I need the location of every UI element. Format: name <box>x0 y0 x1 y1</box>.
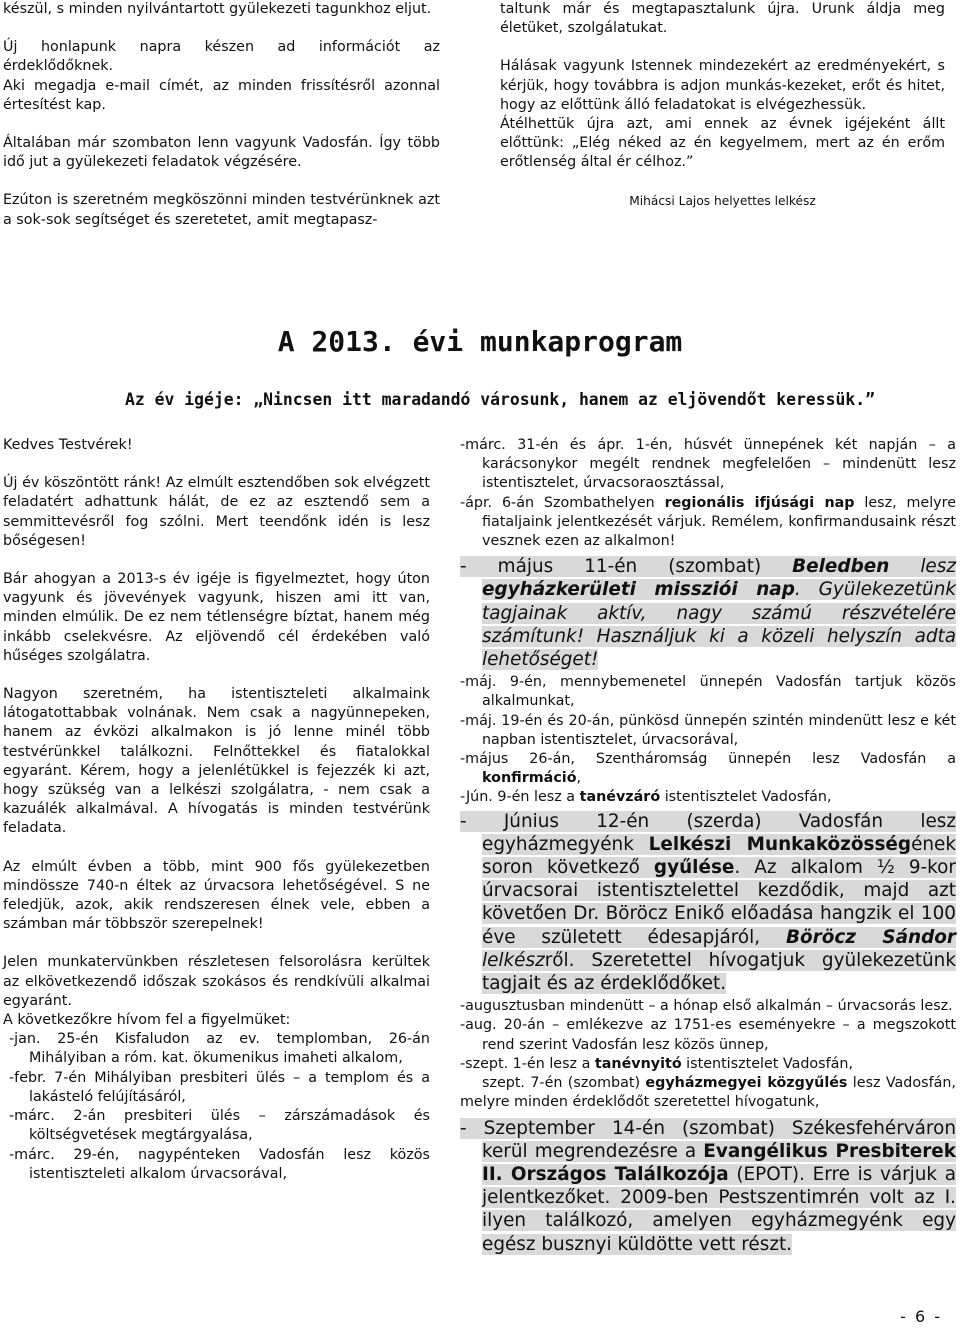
signature: Mihácsi Lajos helyettes lelkész <box>629 193 816 208</box>
list-item-highlighted: - Június 12-én (szerda) Vadosfán lesz egyházmegyénk Lelkészi Munkaközösségének soron következő gyűlése. Az alkalom ½ 9-kor úrvacsorai istentisztelettel kezdődik, majd azt követően Dr. Böröcz Enikő előadása hangzik el 100 éve született édesapjáról, Böröcz Sándor lelkészről. Szeretettel hívogatjuk gyülekezetünk tagjait és az érdeklődőket. <box>460 810 956 995</box>
paragraph: készül, s minden nyilvántartott gyülekezeti tagunkhoz eljut. <box>3 1 432 17</box>
list-item: szept. 7-én (szombat) egyházmegyei közgyűlés lesz Vadosfán, melyre minden érdeklődőt szeretettel hívogatunk, <box>460 1075 956 1111</box>
top-left-column <box>3 0 440 230</box>
paragraph: Jelen munkatervünkben részletesen felsorolásra kerültek az elkövetkezendő időszak szokásos és rendkívüli alkalmai egyaránt. <box>3 954 430 1009</box>
list-item: -május 26-án, Szentháromság ünnepén lesz Vadosfán a konfirmáció, <box>460 751 956 787</box>
list-item: -márc. 31-én és ápr. 1-én, húsvét ünnepének két napján – a karácsonykor megélt rendnek megfelelően – mindenütt lesz istentisztelet, úrvacsoraosztással, <box>460 437 956 492</box>
paragraph: Az elmúlt évben a több, mint 900 fős gyülekezetben mindössze 740-n éltek az úrvacsora lehetőségével. S ne feledjük, azok, akik rendszeresen élnek vele, ebben a számban már többször szerepelnek! <box>3 858 430 933</box>
list-item-highlighted: - Szeptember 14-én (szombat) Székesfehérváron kerül megrendezésre a Evangélikus Presbiterek II. Országos Találkozója (EPOT). Erre is várjuk a jelentkezőket. 2009-ben Pestszentimrén volt az I. ilyen találkozó, amelyen egyházmegyénk egy egész busznyi küldötte vett részt. <box>460 1117 957 1255</box>
paragraph: Hálásak vagyunk Istennek mindezekért az eredményekért, s kérjük, hogy továbbra is adjon munkás-kezeket, erőt és hitet, hogy az előttünk álló feladatokat is elvégezhessük. <box>500 58 945 113</box>
list-item: -máj. 9-én, mennybemenetel ünnepén Vadosfán tartjuk közös alkalmunkat, <box>460 674 956 710</box>
bottom-right-column <box>460 436 956 1256</box>
list-item: -Jún. 9-én lesz a tanévzáró istentisztelet Vadosfán, <box>460 789 832 806</box>
list-item: -febr. 7-én Mihályiban presbiteri ülés – a templom és a lakásteló felújításáról, <box>9 1069 430 1105</box>
list-item: -ápr. 6-án Szombathelyen regionális ifjúsági nap lesz, melyre fiataljaink jelentkezését várjuk. Remélem, konfirmandusaink részt vesznek ezen az alkalmon! <box>460 494 956 550</box>
list-item: -máj. 19-én és 20-án, pünkösd ünnepén szintén mindenütt lesz e két napban istentisztelet, úrvacsorával, <box>460 712 956 748</box>
list-item: -augusztusban mindenütt – a hónap első alkalmán – úrvacsorás lesz. <box>460 998 953 1015</box>
paragraph: taltunk már és megtapasztalunk újra. Urunk áldja meg életüket, szolgálatukat. <box>500 1 945 37</box>
paragraph: Új év köszöntött ránk! Az elmúlt esztendőben sok elvégzett feladatért adhattunk hálát, de ez az esztendő sem a semmittevésről fog szólni. Mert teendőnk idén is lesz bőségesen! <box>3 475 430 549</box>
list-item: -márc. 2-án presbiteri ülés – zárszámadások és költségvetések megtárgyalása, <box>9 1108 430 1144</box>
paragraph: Átélhettük újra azt, ami ennek az évnek igéjeként állt előttünk: „Elég néked az én kegyelmem, mert az én erőm erőtlenség által ér célhoz.” <box>500 116 945 171</box>
paragraph: Ezúton is szeretném megköszönni minden testvérünknek azt a sok-sok segítséget és szeretetet, amit megtapasz- <box>3 192 440 228</box>
paragraph: Aki megadja e-mail címét, az minden frissítésről azonnal értesítést kap. <box>3 77 440 113</box>
list-item: -aug. 20-án – emlékezve az 1751-es eseményekre – a megszokott rend szerint Vadosfán lesz közös ünnep, <box>460 1017 956 1053</box>
list-item: -márc. 29-én, nagypénteken Vadosfán lesz közös istentiszteleti alkalom úrvacsorával, <box>9 1146 430 1182</box>
list-item-highlighted: - május 11-én (szombat) Beledben lesz egyházkerületi missziói nap. Gyülekezetünk tagjainak aktív, nagy számú részvételére számítunk! Használjuk ki a közeli helyszín adta lehetőséget! <box>460 556 956 671</box>
program-title: A 2013. évi munkaprogram <box>277 325 683 358</box>
paragraph: A következőkre hívom fel a figyelmüket: <box>3 1012 291 1029</box>
paragraph: Új honlapunk napra készen ad információt az érdeklődőknek. <box>3 39 440 75</box>
top-right-column <box>500 0 945 211</box>
page-number: - 6 - <box>900 1307 942 1326</box>
paragraph: Általában már szombaton lenn vagyunk Vadosfán. Így több idő jut a gyülekezeti feladatok végzésére. <box>3 135 440 171</box>
greeting: Kedves Testvérek! <box>3 437 133 453</box>
list-item: -jan. 25-én Kisfaludon az ev. templomban, 26-án Mihályiban a róm. kat. ökumenikus imaheti alkalom, <box>9 1031 430 1067</box>
paragraph: Bár ahogyan a 2013-s év igéje is figyelmeztet, hogy úton vagyunk és jövevények vagyunk, hiszen ami itt van, minden elmúlik. De ez nem tétlenségre bíztat, hanem még inkább cselekvésre. Az eljövendő cél érdekében való hűséges szolgálatra. <box>3 571 430 664</box>
bottom-left-column <box>3 436 430 1184</box>
list-item: -szept. 1-én lesz a tanévnyitó istentisztelet Vadosfán, <box>460 1055 854 1072</box>
year-motto: Az év igéje: „Nincsen itt maradandó városunk, hanem az eljövendőt keressük.” <box>125 390 875 409</box>
paragraph: Nagyon szeretném, ha istentiszteleti alkalmaink látogatottabbak volnának. Nem csak a nagyünnepeken, hanem az évközi alkalmakon is jó lenne minél több testvérünkkel találkozni. Felnőttekkel és fiatalokkal egyaránt. Kérem, hogy a jelenlétükkel is fejezzék ki azt, hogy szükség van a lelkészi szolgálatra, - nem csak a kazuálék alkalmával. A hívogatás is minden testvérünk feladata. <box>3 686 430 837</box>
